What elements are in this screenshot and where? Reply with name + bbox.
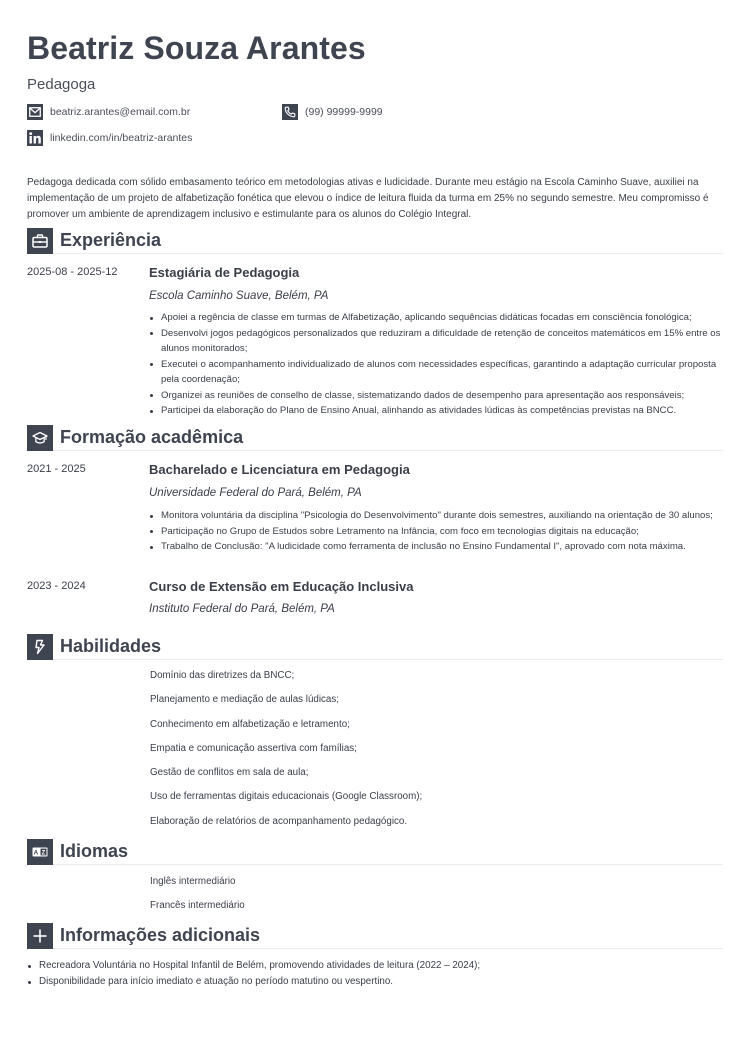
contact-linkedin[interactable] <box>27 130 192 146</box>
phone-text[interactable]: (99) 99999-9999 <box>305 106 383 118</box>
bullet-item: Apoiei a regência de classe em turmas de Alfabetização, aplicando sequências didáticas focadas em consciência fonológica; <box>149 310 723 326</box>
bullet-item: Monitora voluntária da disciplina "Psicologia do Desenvolvimento" durante dois semestres, auxiliando na orientação de 30 alunos; <box>149 508 723 524</box>
additional-item: Recreadora Voluntária no Hospital Infantil de Belém, promovendo atividades de leitura (2022 – 2024); <box>27 958 723 974</box>
entry-title: Curso de Extensão em Educação Inclusiva <box>149 579 414 594</box>
linkedin-icon <box>27 130 43 146</box>
skill-item: Uso de ferramentas digitais educacionais (Google Classroom); <box>150 791 423 802</box>
bullet-item: Organizei as reuniões de conselho de classe, sistematizando dados de desempenho para apresentação aos responsáveis; <box>149 388 723 404</box>
email-text[interactable]: beatriz.arantes@email.com.br <box>50 106 191 118</box>
entry-organization: Instituto Federal do Pará, Belém, PA <box>149 603 335 615</box>
skill-item: Planejamento e mediação de aulas lúdicas; <box>150 694 339 705</box>
section-experience-header <box>27 228 723 254</box>
entry-title: Bacharelado e Licenciatura em Pedagogia <box>149 462 410 477</box>
additional-info-list <box>27 958 723 990</box>
skill-item: Domínio das diretrizes da BNCC; <box>150 670 295 681</box>
briefcase-icon <box>27 228 53 254</box>
entry-date: 2021 - 2025 <box>27 463 86 475</box>
bullet-item: Participação no Grupo de Estudos sobre Letramento na Infância, com foco em tecnologias digitais na educação; <box>149 524 723 540</box>
bullet-item: Executei o acompanhamento individualizado de alunos com necessidades específicas, garantindo a adaptação curricular proposta pela coordenação; <box>149 357 723 388</box>
section-languages-header <box>27 839 723 865</box>
education-bullets <box>149 508 723 555</box>
section-skills-header <box>27 634 723 660</box>
section-title: Informações adicionais <box>60 925 261 945</box>
profile-summary: Pedagoga dedicada com sólido embasamento teórico em metodologias ativas e ludicidade. Durante meu estágio na Escola Caminho Suave, auxiliei na implementação de um projeto de alfabetização fonética que elevou o índice de leitura fluida da turma em 25% no segundo semestre. Meu compromisso é promover um ambiente de aprendizagem inclusivo e estimulante para os alunos do Colégio Integral. <box>27 177 709 220</box>
candidate-title: Pedagoga <box>27 76 96 93</box>
plus-icon <box>27 923 53 949</box>
skill-item: Empatia e comunicação assertiva com famílias; <box>150 743 357 754</box>
svg-text:Z: Z <box>41 850 46 857</box>
envelope-icon <box>27 104 43 120</box>
candidate-name: Beatriz Souza Arantes <box>27 30 366 66</box>
entry-title: Estagiária de Pedagogia <box>149 265 300 280</box>
bullet-item: Trabalho de Conclusão: "A ludicidade como ferramenta de inclusão no Ensino Fundamental I", aprovado com nota máxima. <box>149 539 723 555</box>
entry-organization: Escola Caminho Suave, Belém, PA <box>149 290 329 302</box>
section-title: Idiomas <box>60 841 129 861</box>
section-title: Experiência <box>60 230 162 250</box>
section-education-header <box>27 425 723 451</box>
contact-phone[interactable] <box>282 104 383 120</box>
linkedin-text[interactable]: linkedin.com/in/beatriz-arantes <box>50 132 193 144</box>
graduation-cap-icon <box>27 425 53 451</box>
svg-text:A: A <box>33 849 39 857</box>
bullet-item: Participei da elaboração do Plano de Ensino Anual, alinhando as atividades lúdicas às competências previstas na BNCC. <box>149 403 723 419</box>
lightning-icon <box>27 634 53 660</box>
translate-icon <box>27 839 53 865</box>
skill-item: Conhecimento em alfabetização e letramento; <box>150 719 350 730</box>
section-title: Formação acadêmica <box>60 427 244 447</box>
skill-item: Elaboração de relatórios de acompanhamento pedagógico. <box>150 816 408 827</box>
entry-date: 2025-08 - 2025-12 <box>27 266 118 278</box>
section-additional-header <box>27 923 723 949</box>
language-item: Inglês intermediário <box>150 876 236 887</box>
bullet-item: Desenvolvi jogos pedagógicos personalizados que reduziram a dificuldade de retenção de conceitos matemáticos em 15% entre os alunos monitorados; <box>149 326 723 357</box>
experience-bullets <box>149 310 723 419</box>
skill-item: Gestão de conflitos em sala de aula; <box>150 767 309 778</box>
entry-organization: Universidade Federal do Pará, Belém, PA <box>149 487 362 499</box>
section-title: Habilidades <box>60 636 162 656</box>
additional-item: Disponibilidade para início imediato e atuação no período matutino ou vespertino. <box>27 974 723 990</box>
entry-date: 2023 - 2024 <box>27 580 86 592</box>
contact-email[interactable] <box>27 104 190 120</box>
language-item: Francês intermediário <box>150 900 245 911</box>
phone-icon <box>282 104 298 120</box>
